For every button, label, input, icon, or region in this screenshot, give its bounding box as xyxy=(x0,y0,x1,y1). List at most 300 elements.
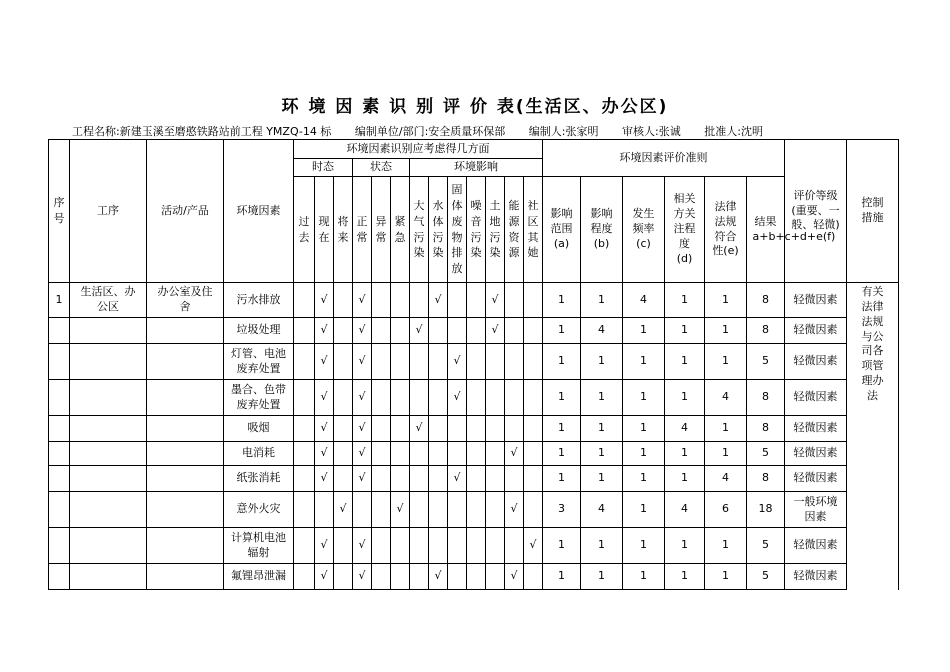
check-mark: √ xyxy=(453,354,461,368)
check-cell-society xyxy=(524,416,543,442)
check-cell-noise xyxy=(467,318,486,344)
check-cell-soil xyxy=(486,380,505,416)
score-a-cell: 1 xyxy=(543,442,581,466)
process-cell xyxy=(70,466,147,492)
check-mark: √ xyxy=(358,569,366,583)
score-b-cell: 1 xyxy=(581,528,623,564)
check-cell-energy xyxy=(505,442,524,466)
score-f-cell: 18 xyxy=(747,492,785,528)
check-cell-normal xyxy=(353,380,372,416)
seq-cell xyxy=(49,344,70,380)
activity-cell xyxy=(147,318,224,344)
project-name: 工程名称:新建玉溪至磨憨铁路站前工程 YMZQ-14 标 xyxy=(72,125,332,138)
check-cell-noise xyxy=(467,380,486,416)
check-cell-water xyxy=(429,283,448,318)
check-cell-soil xyxy=(486,416,505,442)
score-f-cell: 5 xyxy=(747,442,785,466)
process-cell xyxy=(70,344,147,380)
score-f-cell: 8 xyxy=(747,380,785,416)
score-d-cell: 1 xyxy=(665,380,705,416)
col-degree: 影响程度(b) xyxy=(581,177,623,283)
check-cell-abnormal xyxy=(372,492,391,528)
check-cell-solid xyxy=(448,442,467,466)
table-row xyxy=(49,318,899,344)
col-society: 社区其她 xyxy=(524,177,543,283)
check-cell-noise xyxy=(467,492,486,528)
reviewer: 审核人:张诚 xyxy=(622,125,681,138)
factor-cell xyxy=(224,283,294,318)
check-cell-water xyxy=(429,416,448,442)
check-cell-society xyxy=(524,492,543,528)
check-cell-emergency xyxy=(391,380,410,416)
process-cell xyxy=(70,528,147,564)
score-c-cell: 1 xyxy=(623,528,665,564)
check-mark: √ xyxy=(510,569,518,583)
col-control: 控制措施 xyxy=(847,140,899,283)
check-cell-noise xyxy=(467,528,486,564)
score-d-cell: 1 xyxy=(665,564,705,590)
check-mark: √ xyxy=(320,354,328,368)
col-normal: 正常 xyxy=(353,177,372,283)
check-cell-society xyxy=(524,344,543,380)
score-e-cell: 1 xyxy=(705,318,747,344)
check-mark: √ xyxy=(358,471,366,485)
activity-text: 办公室及住舍 xyxy=(157,285,213,313)
check-cell-water xyxy=(429,564,448,590)
check-cell-noise xyxy=(467,466,486,492)
check-cell-future xyxy=(334,528,353,564)
check-mark: √ xyxy=(491,323,499,337)
factor-cell xyxy=(224,416,294,442)
control-text: 有关法律法规与公司各项管理办法 xyxy=(861,285,884,402)
check-cell-energy xyxy=(505,492,524,528)
check-cell-soil xyxy=(486,492,505,528)
seq-cell xyxy=(49,564,70,590)
check-cell-present xyxy=(315,442,334,466)
col-seq: 序号 xyxy=(49,140,70,283)
check-cell-solid xyxy=(448,318,467,344)
check-cell-soil xyxy=(486,442,505,466)
seq-cell xyxy=(49,492,70,528)
factor-text: 意外火灾 xyxy=(236,502,281,516)
grade-cell xyxy=(785,442,847,466)
check-cell-emergency xyxy=(391,283,410,318)
score-e-cell: 1 xyxy=(705,344,747,380)
activity-cell xyxy=(147,416,224,442)
check-cell-energy xyxy=(505,528,524,564)
col-present: 现在 xyxy=(315,177,334,283)
check-cell-soil xyxy=(486,283,505,318)
score-d-cell: 4 xyxy=(665,492,705,528)
check-cell-soil xyxy=(486,528,505,564)
check-cell-normal xyxy=(353,492,372,528)
activity-cell xyxy=(147,344,224,380)
check-cell-normal xyxy=(353,528,372,564)
approver: 批准人:沈明 xyxy=(704,125,763,138)
seq-cell xyxy=(49,442,70,466)
table-row xyxy=(49,380,899,416)
col-energy: 能源资源 xyxy=(505,177,524,283)
col-law: 法律法规符合性(e) xyxy=(705,177,747,283)
factor-cell xyxy=(224,318,294,344)
check-cell-future xyxy=(334,318,353,344)
identify-group-header: 环境因素识别应考虑得几方面 xyxy=(294,140,543,159)
activity-cell xyxy=(147,564,224,590)
score-b-cell: 4 xyxy=(581,492,623,528)
grade-text: 轻微因素 xyxy=(793,390,838,404)
check-cell-air xyxy=(410,564,429,590)
check-cell-noise xyxy=(467,564,486,590)
check-cell-present xyxy=(315,528,334,564)
check-cell-present xyxy=(315,492,334,528)
check-cell-emergency xyxy=(391,528,410,564)
score-a-cell: 1 xyxy=(543,416,581,442)
check-cell-solid xyxy=(448,492,467,528)
factor-cell xyxy=(224,564,294,590)
score-b-cell: 1 xyxy=(581,442,623,466)
check-cell-present xyxy=(315,564,334,590)
grade-text: 轻微因素 xyxy=(793,538,838,552)
score-c-cell: 4 xyxy=(623,283,665,318)
factor-cell xyxy=(224,380,294,416)
check-cell-abnormal xyxy=(372,564,391,590)
check-cell-abnormal xyxy=(372,318,391,344)
check-cell-air xyxy=(410,380,429,416)
check-cell-past xyxy=(294,466,315,492)
seq-cell xyxy=(49,528,70,564)
col-emergency: 紧急 xyxy=(391,177,410,283)
activity-cell xyxy=(147,283,224,318)
check-cell-normal xyxy=(353,564,372,590)
score-c-cell: 1 xyxy=(623,466,665,492)
check-cell-air xyxy=(410,318,429,344)
check-cell-past xyxy=(294,416,315,442)
check-mark: √ xyxy=(358,390,366,404)
score-c-cell: 1 xyxy=(623,318,665,344)
check-cell-society xyxy=(524,466,543,492)
check-cell-air xyxy=(410,283,429,318)
check-cell-present xyxy=(315,416,334,442)
factor-text: 氟锂昂泄漏 xyxy=(231,569,286,583)
check-cell-present xyxy=(315,380,334,416)
header-info xyxy=(72,123,783,139)
grade-cell xyxy=(785,283,847,318)
score-f-cell: 8 xyxy=(747,283,785,318)
score-f-cell: 8 xyxy=(747,318,785,344)
check-cell-air xyxy=(410,492,429,528)
check-cell-soil xyxy=(486,318,505,344)
check-cell-energy xyxy=(505,466,524,492)
col-range: 影响范围(a) xyxy=(543,177,581,283)
grade-text: 一般环境因素 xyxy=(793,494,838,523)
check-cell-water xyxy=(429,380,448,416)
score-f-cell: 8 xyxy=(747,416,785,442)
check-cell-abnormal xyxy=(372,528,391,564)
activity-cell xyxy=(147,442,224,466)
score-a-cell: 1 xyxy=(543,318,581,344)
score-d-cell: 1 xyxy=(665,528,705,564)
activity-cell xyxy=(147,528,224,564)
grade-text: 轻微因素 xyxy=(793,421,838,435)
check-cell-abnormal xyxy=(372,466,391,492)
score-a-cell: 1 xyxy=(543,564,581,590)
seq-cell: 1 xyxy=(49,283,70,318)
score-c-cell: 1 xyxy=(623,492,665,528)
score-f-cell: 5 xyxy=(747,344,785,380)
activity-cell xyxy=(147,380,224,416)
factor-cell xyxy=(224,344,294,380)
author: 编制人:张家明 xyxy=(528,125,599,138)
check-mark: √ xyxy=(491,292,499,306)
check-cell-present xyxy=(315,344,334,380)
check-cell-solid xyxy=(448,564,467,590)
grade-text: 轻微因素 xyxy=(793,323,838,337)
score-d-cell: 1 xyxy=(665,283,705,318)
score-f-cell: 5 xyxy=(747,528,785,564)
check-cell-air xyxy=(410,466,429,492)
check-cell-energy xyxy=(505,283,524,318)
check-cell-future xyxy=(334,283,353,318)
check-cell-normal xyxy=(353,442,372,466)
grade-text: 轻微因素 xyxy=(793,446,838,460)
factor-text: 墨合、色带废弃处置 xyxy=(231,382,286,411)
col-result: 结果a+b+c+d+e(f) xyxy=(747,177,785,283)
score-b-cell: 1 xyxy=(581,564,623,590)
process-cell xyxy=(70,380,147,416)
check-cell-normal xyxy=(353,344,372,380)
process-cell xyxy=(70,416,147,442)
check-mark: √ xyxy=(358,323,366,337)
check-mark: √ xyxy=(358,421,366,435)
factor-text: 纸张消耗 xyxy=(236,471,281,485)
activity-cell xyxy=(147,466,224,492)
check-mark: √ xyxy=(453,471,461,485)
score-a-cell: 1 xyxy=(543,528,581,564)
score-c-cell: 1 xyxy=(623,380,665,416)
grade-text: 轻微因素 xyxy=(793,569,838,583)
criteria-group-header: 环境因素评价准则 xyxy=(543,140,785,177)
score-e-cell: 6 xyxy=(705,492,747,528)
check-cell-past xyxy=(294,283,315,318)
check-cell-solid xyxy=(448,380,467,416)
check-mark: √ xyxy=(320,421,328,435)
check-cell-abnormal xyxy=(372,344,391,380)
check-mark: √ xyxy=(320,323,328,337)
check-cell-abnormal xyxy=(372,283,391,318)
table-body xyxy=(49,283,899,590)
col-future: 将来 xyxy=(334,177,353,283)
factor-cell xyxy=(224,528,294,564)
score-b-cell: 1 xyxy=(581,283,623,318)
check-cell-emergency xyxy=(391,344,410,380)
check-cell-past xyxy=(294,528,315,564)
check-cell-water xyxy=(429,528,448,564)
score-e-cell: 1 xyxy=(705,564,747,590)
check-mark: √ xyxy=(510,502,518,516)
check-cell-society xyxy=(524,442,543,466)
check-mark: √ xyxy=(320,446,328,460)
check-cell-solid xyxy=(448,466,467,492)
check-cell-past xyxy=(294,442,315,466)
score-a-cell: 1 xyxy=(543,466,581,492)
seq-cell xyxy=(49,380,70,416)
col-past: 过去 xyxy=(294,177,315,283)
score-f-cell: 8 xyxy=(747,466,785,492)
seq-cell xyxy=(49,318,70,344)
check-mark: √ xyxy=(339,502,347,516)
process-cell xyxy=(70,442,147,466)
score-c-cell: 1 xyxy=(623,416,665,442)
score-e-cell: 1 xyxy=(705,283,747,318)
check-cell-water xyxy=(429,318,448,344)
check-cell-noise xyxy=(467,416,486,442)
grade-cell xyxy=(785,564,847,590)
process-cell xyxy=(70,318,147,344)
check-cell-solid xyxy=(448,283,467,318)
check-cell-past xyxy=(294,564,315,590)
col-factor: 环境因素 xyxy=(224,140,294,283)
check-cell-past xyxy=(294,344,315,380)
check-cell-noise xyxy=(467,344,486,380)
check-cell-present xyxy=(315,283,334,318)
check-cell-water xyxy=(429,344,448,380)
check-cell-energy xyxy=(505,318,524,344)
score-d-cell: 1 xyxy=(665,318,705,344)
check-cell-noise xyxy=(467,442,486,466)
check-cell-energy xyxy=(505,380,524,416)
score-d-cell: 1 xyxy=(665,344,705,380)
check-cell-solid xyxy=(448,528,467,564)
check-cell-emergency xyxy=(391,466,410,492)
score-d-cell: 1 xyxy=(665,442,705,466)
check-mark: √ xyxy=(320,292,328,306)
header-row-1 xyxy=(49,140,899,159)
check-cell-society xyxy=(524,283,543,318)
grade-cell xyxy=(785,466,847,492)
check-cell-energy xyxy=(505,416,524,442)
compiling-unit: 编制单位/部门:安全质量环保部 xyxy=(354,125,506,138)
check-cell-future xyxy=(334,466,353,492)
check-cell-emergency xyxy=(391,492,410,528)
factor-text: 灯管、电池废弃处置 xyxy=(231,346,286,375)
score-d-cell: 1 xyxy=(665,466,705,492)
grade-cell xyxy=(785,492,847,528)
score-e-cell: 4 xyxy=(705,466,747,492)
score-e-cell: 4 xyxy=(705,380,747,416)
check-cell-abnormal xyxy=(372,442,391,466)
check-mark: √ xyxy=(358,354,366,368)
factor-text: 污水排放 xyxy=(236,292,281,306)
score-f-cell: 5 xyxy=(747,564,785,590)
check-mark: √ xyxy=(358,538,366,552)
grade-cell xyxy=(785,416,847,442)
process-cell xyxy=(70,492,147,528)
check-cell-water xyxy=(429,442,448,466)
factor-text: 垃圾处理 xyxy=(236,323,281,337)
check-cell-normal xyxy=(353,416,372,442)
process-cell xyxy=(70,564,147,590)
check-mark: √ xyxy=(320,390,328,404)
check-cell-air xyxy=(410,528,429,564)
factor-text: 电消耗 xyxy=(242,446,275,460)
check-mark: √ xyxy=(434,292,442,306)
check-cell-normal xyxy=(353,466,372,492)
check-cell-normal xyxy=(353,283,372,318)
check-cell-abnormal xyxy=(372,416,391,442)
factor-text: 计算机电池辐射 xyxy=(231,530,286,559)
impact-header: 环境影响 xyxy=(410,159,543,177)
score-b-cell: 1 xyxy=(581,380,623,416)
check-cell-energy xyxy=(505,564,524,590)
table-row xyxy=(49,344,899,380)
check-cell-emergency xyxy=(391,318,410,344)
check-cell-past xyxy=(294,318,315,344)
check-cell-soil xyxy=(486,564,505,590)
seq-cell xyxy=(49,466,70,492)
check-cell-energy xyxy=(505,344,524,380)
score-a-cell: 3 xyxy=(543,492,581,528)
check-cell-future xyxy=(334,492,353,528)
grade-text: 轻微因素 xyxy=(793,292,838,306)
check-mark: √ xyxy=(415,421,423,435)
check-mark: √ xyxy=(453,390,461,404)
check-cell-emergency xyxy=(391,416,410,442)
table-row xyxy=(49,442,899,466)
check-mark: √ xyxy=(434,569,442,583)
check-cell-society xyxy=(524,318,543,344)
check-cell-air xyxy=(410,416,429,442)
check-mark: √ xyxy=(396,502,404,516)
score-a-cell: 1 xyxy=(543,283,581,318)
score-b-cell: 4 xyxy=(581,318,623,344)
col-noise: 噪音污染 xyxy=(467,177,486,283)
evaluation-table xyxy=(48,139,899,590)
score-b-cell: 1 xyxy=(581,344,623,380)
process-cell xyxy=(70,283,147,318)
grade-text: 轻微因素 xyxy=(793,354,838,368)
process-text: 生活区、办公区 xyxy=(80,285,136,313)
score-e-cell: 1 xyxy=(705,416,747,442)
score-c-cell: 1 xyxy=(623,564,665,590)
col-water: 水体污染 xyxy=(429,177,448,283)
grade-cell xyxy=(785,318,847,344)
factor-cell xyxy=(224,442,294,466)
check-cell-present xyxy=(315,466,334,492)
check-cell-present xyxy=(315,318,334,344)
check-cell-past xyxy=(294,380,315,416)
state-header: 状态 xyxy=(353,159,410,177)
check-mark: √ xyxy=(320,538,328,552)
check-cell-future xyxy=(334,416,353,442)
check-cell-solid xyxy=(448,344,467,380)
factor-cell xyxy=(224,492,294,528)
check-cell-air xyxy=(410,442,429,466)
check-cell-past xyxy=(294,492,315,528)
check-mark: √ xyxy=(358,292,366,306)
col-activity: 活动/产品 xyxy=(147,140,224,283)
seq-cell xyxy=(49,416,70,442)
grade-cell xyxy=(785,380,847,416)
check-cell-water xyxy=(429,492,448,528)
check-cell-future xyxy=(334,344,353,380)
check-cell-future xyxy=(334,442,353,466)
check-cell-emergency xyxy=(391,564,410,590)
check-cell-abnormal xyxy=(372,380,391,416)
check-cell-emergency xyxy=(391,442,410,466)
check-cell-society xyxy=(524,564,543,590)
check-cell-soil xyxy=(486,344,505,380)
score-c-cell: 1 xyxy=(623,442,665,466)
